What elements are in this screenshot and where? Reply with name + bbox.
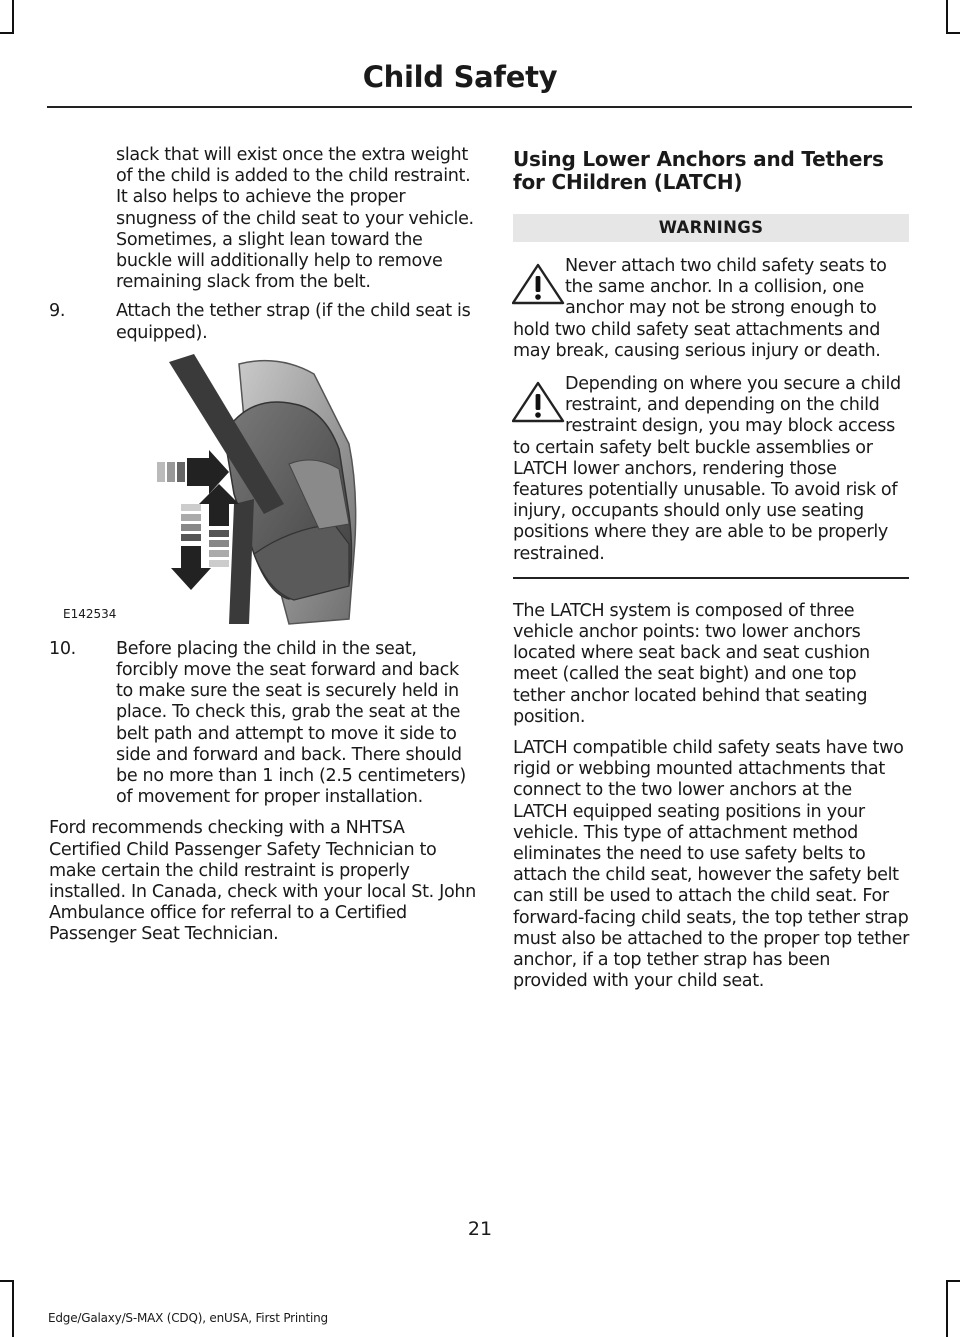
step-number: 9. bbox=[49, 301, 66, 322]
warning-triangle-icon bbox=[512, 380, 565, 424]
crop-mark bbox=[946, 1280, 948, 1337]
header-rule bbox=[47, 106, 912, 108]
child-seat-tether-illustration bbox=[49, 354, 477, 627]
warnings-header: WARNINGS bbox=[513, 214, 909, 242]
warning-text: Depending on where you secure a child restraint, and depending on the child restraint design, you may block access to certain safety belt buckle assemblies or LATCH lower anchors, rendering those features potentially unusable. To avoid risk of injury, occupants should only use seating positions where they are able to be properly restrained. bbox=[513, 374, 901, 564]
ford-recommendation-text: Ford recommends checking with a NHTSA Certified Child Passenger Safety Technician to make certain the child restraint is properly installed. In Canada, check with your local St. John Ambulance office for referral to a Certified Passenger Seat Technician. bbox=[49, 818, 476, 945]
step-10 bbox=[49, 639, 477, 809]
right-column bbox=[513, 145, 909, 1003]
crop-mark bbox=[0, 1280, 14, 1282]
warning-text: Never attach two child safety seats to the same anchor. In a collision, one anchor may not be strong enough to hold two child safety seat attachments and may break, causing serious injury or death. bbox=[513, 256, 887, 361]
step-9 bbox=[49, 301, 477, 343]
crop-mark bbox=[946, 1280, 960, 1282]
child-seat-figure bbox=[49, 354, 477, 627]
warnings-divider bbox=[513, 577, 909, 579]
crop-mark bbox=[946, 0, 948, 34]
warning-block bbox=[513, 374, 909, 565]
crop-mark bbox=[12, 1280, 14, 1337]
crop-mark bbox=[946, 32, 960, 34]
page-title: Child Safety bbox=[362, 60, 558, 94]
step-number: 10. bbox=[49, 638, 76, 659]
warning-block bbox=[513, 256, 909, 362]
warning-triangle-icon bbox=[512, 262, 565, 306]
step-text: Before placing the child in the seat, forcibly move the seat forward and back to make sure the seat is securely held in place. To check this, grab the seat at the belt path and attempt to move it side to side and forward and back. There should be no more than 1 inch (2.5 centimeters) of movement for proper installation. bbox=[116, 638, 466, 808]
page-number: 21 bbox=[467, 1218, 493, 1240]
crop-mark bbox=[12, 0, 14, 34]
footer-text: Edge/Galaxy/S-MAX (CDQ), enUSA, First Printing bbox=[48, 1311, 328, 1325]
step-text: Attach the tether strap (if the child seat is equipped). bbox=[116, 301, 471, 343]
continuation-text: slack that will exist once the extra weight of the child is added to the child restraint. It also helps to achieve the proper snugness of the child seat to your vehicle. Sometimes, a slight lean toward the buckle will additionally help to remove remaining slack from the belt. bbox=[116, 145, 474, 293]
latch-paragraph: The LATCH system is composed of three vehicle anchor points: two lower anchors located where seat back and seat cushion meet (called the seat bight) and one top tether anchor located behind that seating position. bbox=[513, 600, 870, 727]
latch-paragraph: LATCH compatible child safety seats have two rigid or webbing mounted attachments that connect to the two lower anchors at the LATCH equipped seating positions in your vehicle. This type of attachment method eliminates the need to use safety belts to attach the child seat, however the safety belt can still be used to attach the child seat. For forward-facing child seats, the top tether strap must also be attached to the proper top tether anchor, if a top tether strap has been provided with your child seat. bbox=[513, 738, 909, 992]
figure-code: E142534 bbox=[63, 606, 117, 621]
crop-mark bbox=[0, 32, 14, 34]
left-column bbox=[49, 145, 477, 946]
arrow-down-icon bbox=[171, 504, 211, 590]
section-title: Using Lower Anchors and Tethers for CHildren (LATCH) bbox=[513, 147, 884, 194]
